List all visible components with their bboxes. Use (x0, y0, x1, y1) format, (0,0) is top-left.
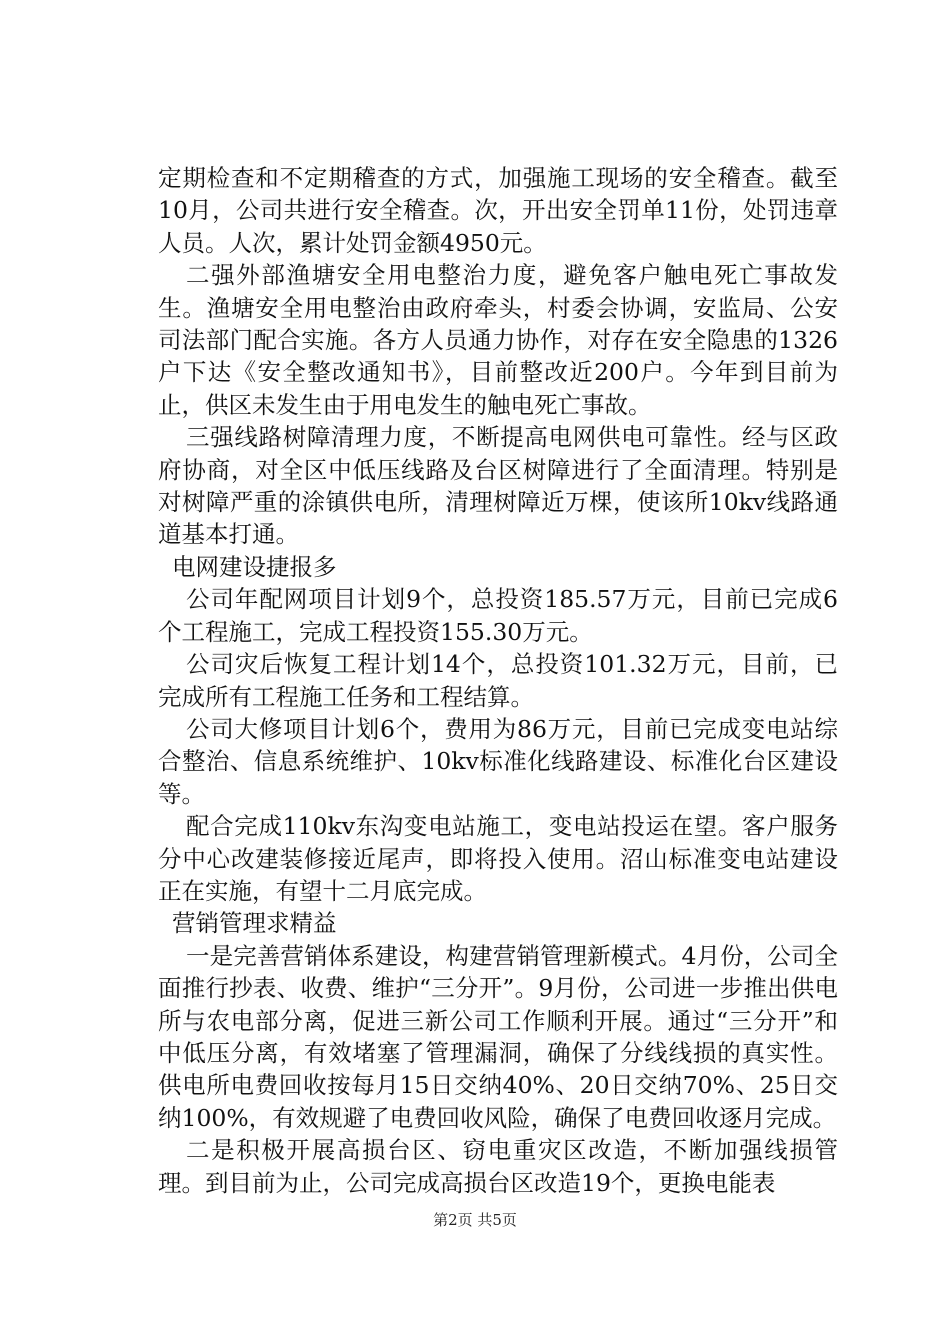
paragraph-3: 三强线路树障清理力度，不断提高电网供电可靠性。经与区政府协商，对全区中低压线路及台区树障进行了全面清理。特别是对树障严重的涂镇供电所，清理树障近万棵，使该所10kv线路通道基本打通。 (158, 423, 838, 549)
paragraph-7: 配合完成110kv东沟变电站施工，变电站投运在望。客户服务分中心改建装修接近尾声，即将投入使用。沼山标准变电站建设正在实施，有望十二月底完成。 (158, 812, 838, 905)
paragraph-2: 二强外部渔塘安全用电整治力度，避免客户触电死亡事故发生。渔塘安全用电整治由政府牵头，村委会协调，安监局、公安司法部门配合实施。各方人员通力协作，对存在安全隐患的1326户下达《安全整改通知书》，目前整改近200户。今年到目前为止，供区未发生由于用电发生的触电死亡事故。 (158, 261, 838, 419)
paragraph-4: 公司年配网项目计划9个，总投资185.57万元，目前已完成6个工程施工，完成工程投资155.30万元。 (158, 585, 838, 646)
paragraph-9: 二是积极开展高损台区、窃电重灾区改造，不断加强线损管理。到目前为止，公司完成高损台区改造19个，更换电能表 (158, 1136, 838, 1197)
paragraph-8: 一是完善营销体系建设，构建营销管理新模式。4月份，公司全面推行抄表、收费、维护“三分开”。9月份，公司进一步推出供电所与农电部分离，促进三新公司工作顺利开展。通过“三分开”和中低压分离，有效堵塞了管理漏洞，确保了分线线损的真实性。供电所电费回收按每月15日交纳40%、20日交纳70%、25日交纳100%，有效规避了电费回收风险，确保了电费回收逐月完成。 (158, 941, 838, 1132)
section-heading-grid-construction: 电网建设捷报多 (172, 552, 337, 581)
paragraph-5: 公司灾后恢复工程计划14个，总投资101.32万元，目前，已完成所有工程施工任务和工程结算。 (158, 650, 838, 711)
section-heading-marketing: 营销管理求精益 (172, 909, 337, 938)
document-body (158, 162, 838, 1199)
paragraph-1: 定期检查和不定期稽查的方式，加强施工现场的安全稽查。截至10月，公司共进行安全稽查。次，开出安全罚单11份，处罚违章人员。人次，累计处罚金额4950元。 (158, 164, 838, 257)
paragraph-6: 公司大修项目计划6个，费用为86万元，目前已完成变电站综合整治、信息系统维护、10kv标准化线路建设、标准化台区建设等。 (158, 714, 838, 808)
page-number-footer: 第2页 共5页 (433, 1211, 517, 1229)
